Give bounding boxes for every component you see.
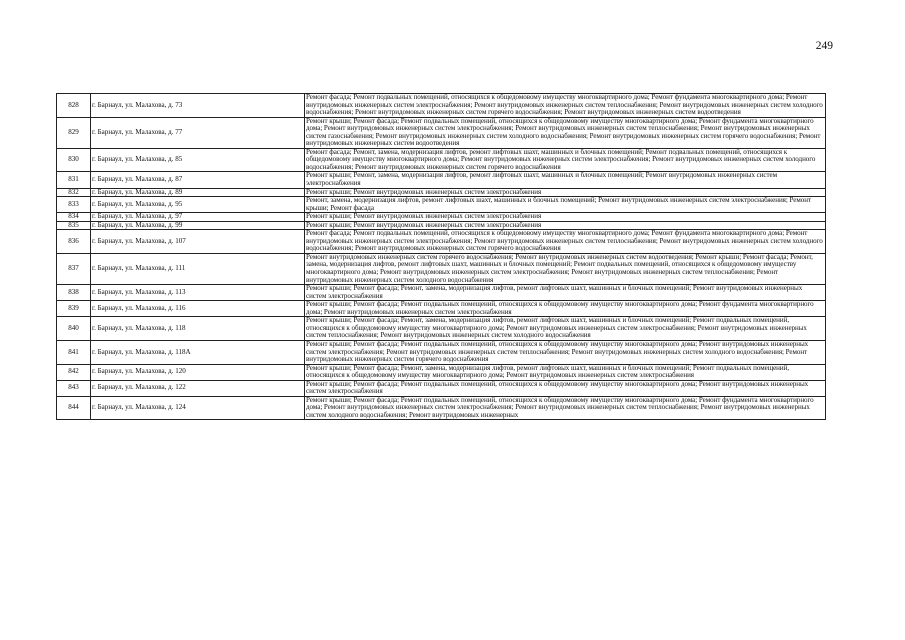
- building-address: г. Барнаул, ул. Малахова, д. 113: [91, 285, 305, 301]
- row-number: 841: [57, 340, 91, 364]
- table-row: [57, 317, 826, 341]
- building-address: г. Барнаул, ул. Малахова, д. 116: [91, 301, 305, 317]
- row-number: 839: [57, 301, 91, 317]
- table-row: [57, 172, 826, 188]
- row-number: 832: [57, 188, 91, 197]
- table-row: [57, 197, 826, 213]
- table-body: [57, 94, 826, 420]
- repair-works: Ремонт крыши; Ремонт фасада; Ремонт подвальных помещений, относящихся к общедомовому имуществу многоквартирного дома; Ремонт внутридомовых инженерных систем электроснабжения; Ремонт внутридомовых инженерных систем теплоснабжения; Ремонт внутридомовых инженерных систем холодного водоснабжения; Ремонт внутридомовых инженерных систем горячего водоснабжения: [305, 340, 826, 364]
- table-row: [57, 213, 826, 222]
- repair-works: Ремонт крыши; Ремонт фасада; Ремонт подвальных помещений, относящихся к общедомовому имуществу многоквартирного дома; Ремонт фундамента многоквартирного дома; Ремонт внутридомовых инженерных систем электроснабжения; Ремонт внутридомовых инженерных систем теплоснабжения; Ремонт внутридомовых инженерных систем газоснабжения; Ремонт внутридомовых инженерных систем холодного водоснабжения; Ремонт внутридомовых инженерных систем горячего водоснабжения; Ремонт внутридомовых инженерных систем водоотведения: [305, 117, 826, 148]
- building-address: г. Барнаул, ул. Малахова, д. 73: [91, 94, 305, 118]
- repair-works: Ремонт фасада; Ремонт подвальных помещений, относящихся к общедомовому имуществу многоквартирного дома; Ремонт фундамента многоквартирного дома; Ремонт внутридомовых инженерных систем электроснабжения; Ремонт внутридомовых инженерных систем теплоснабжения; Ремонт внутридомовых инженерных систем холодного водоснабжения; Ремонт внутридомовых инженерных систем горячего водоснабжения; Ремонт внутридомовых инженерных систем водоотведения: [305, 94, 826, 118]
- table-row: [57, 301, 826, 317]
- table-row: [57, 340, 826, 364]
- table-row: [57, 94, 826, 118]
- repair-works: Ремонт крыши; Ремонт фасада; Ремонт подвальных помещений, относящихся к общедомовому имуществу многоквартирного дома; Ремонт внутридомовых инженерных систем электроснабжения: [305, 380, 826, 396]
- row-number: 844: [57, 396, 91, 420]
- repair-works: Ремонт крыши; Ремонт фасада; Ремонт подвальных помещений, относящихся к общедомовому имуществу многоквартирного дома; Ремонт фундамента многоквартирного дома; Ремонт внутридомовых инженерных систем электроснабжения: [305, 301, 826, 317]
- building-address: г. Барнаул, ул. Малахова, д. 122: [91, 380, 305, 396]
- repair-works: Ремонт фасада; Ремонт, замена, модернизация лифтов, ремонт лифтовых шахт, машинных и блочных помещений; Ремонт подвальных помещений, относящихся к общедомовому имуществу многоквартирного дома; Ремонт внутридомовых инженерных систем электроснабжения; Ремонт внутридомовых инженерных систем холодного водоснабжения; Ремонт внутридомовых инженерных систем горячего водоснабжения: [305, 148, 826, 172]
- row-number: 831: [57, 172, 91, 188]
- repair-works: Ремонт фасада; Ремонт подвальных помещений, относящихся к общедомовому имуществу многоквартирного дома; Ремонт фундамента многоквартирного дома; Ремонт внутридомовых инженерных систем электроснабжения; Ремонт внутридомовых инженерных систем теплоснабжения; Ремонт внутридомовых инженерных систем холодного водоснабжения; Ремонт внутридомовых инженерных систем горячего водоснабжения: [305, 230, 826, 254]
- row-number: 840: [57, 317, 91, 341]
- building-address: г. Барнаул, ул. Малахова, д. 85: [91, 148, 305, 172]
- repair-works: Ремонт крыши; Ремонт, замена, модернизация лифтов, ремонт лифтовых шахт, машинных и блочных помещений; Ремонт внутридомовых инженерных систем электроснабжения: [305, 172, 826, 188]
- building-address: г. Барнаул, ул. Малахова, д. 118: [91, 317, 305, 341]
- row-number: 829: [57, 117, 91, 148]
- building-address: г. Барнаул, ул. Малахова, д. 111: [91, 253, 305, 284]
- table-row: [57, 396, 826, 420]
- table-row: [57, 364, 826, 380]
- repair-works: Ремонт крыши; Ремонт внутридомовых инженерных систем электроснабжения: [305, 221, 826, 230]
- building-address: г. Барнаул, ул. Малахова, д. 77: [91, 117, 305, 148]
- table-row: [57, 221, 826, 230]
- building-address: г. Барнаул, ул. Малахова, д. 87: [91, 172, 305, 188]
- row-number: 835: [57, 221, 91, 230]
- table-row: [57, 380, 826, 396]
- row-number: 836: [57, 230, 91, 254]
- building-address: г. Барнаул, ул. Малахова, д. 118А: [91, 340, 305, 364]
- row-number: 830: [57, 148, 91, 172]
- repair-works: Ремонт крыши; Ремонт фасада; Ремонт подвальных помещений, относящихся к общедомовому имуществу многоквартирного дома; Ремонт фундамента многоквартирного дома; Ремонт внутридомовых инженерных систем электроснабжения; Ремонт внутридомовых инженерных систем теплоснабжения; Ремонт внутридомовых инженерных систем холодного водоснабжения; Ремонт внутридомовых инженерных: [305, 396, 826, 420]
- table-row: [57, 188, 826, 197]
- building-address: г. Барнаул, ул. Малахова, д. 99: [91, 221, 305, 230]
- building-address: г. Барнаул, ул. Малахова, д. 107: [91, 230, 305, 254]
- row-number: 843: [57, 380, 91, 396]
- repair-works: Ремонт внутридомовых инженерных систем горячего водоснабжения; Ремонт внутридомовых инженерных систем водоотведения; Ремонт крыши; Ремонт фасада; Ремонт, замена, модернизация лифтов, ремонт лифтовых шахт, машинных и блочных помещений; Ремонт подвальных помещений, относящихся к общедомовому имуществу многоквартирного дома; Ремонт внутридомовых инженерных систем электроснабжения; Ремонт внутридомовых инженерных систем теплоснабжения; Ремонт внутридомовых инженерных систем холодного водоснабжения: [305, 253, 826, 284]
- table-row: [57, 253, 826, 284]
- building-address: г. Барнаул, ул. Малахова, д. 89: [91, 188, 305, 197]
- table-row: [57, 117, 826, 148]
- building-address: г. Барнаул, ул. Малахова, д. 120: [91, 364, 305, 380]
- repair-works: Ремонт, замена, модернизация лифтов, ремонт лифтовых шахт, машинных и блочных помещений; Ремонт внутридомовых инженерных систем электроснабжения; Ремонт крыши; Ремонт фасада: [305, 197, 826, 213]
- repair-works: Ремонт крыши; Ремонт фасада; Ремонт, замена, модернизация лифтов, ремонт лифтовых шахт, машинных и блочных помещений; Ремонт внутридомовых инженерных систем электроснабжения: [305, 285, 826, 301]
- table-row: [57, 285, 826, 301]
- repair-registry-table: [56, 93, 826, 420]
- row-number: 838: [57, 285, 91, 301]
- table-row: [57, 148, 826, 172]
- row-number: 833: [57, 197, 91, 213]
- page-number: 249: [815, 40, 833, 52]
- repair-works: Ремонт крыши; Ремонт фасада; Ремонт, замена, модернизация лифтов, ремонт лифтовых шахт, машинных и блочных помещений; Ремонт подвальных помещений, относящихся к общедомовому имуществу многоквартирного дома; Ремонт внутридомовых инженерных систем электроснабжения: [305, 364, 826, 380]
- table-row: [57, 230, 826, 254]
- repair-works: Ремонт крыши; Ремонт внутридомовых инженерных систем электроснабжения: [305, 188, 826, 197]
- row-number: 837: [57, 253, 91, 284]
- row-number: 842: [57, 364, 91, 380]
- repair-works: Ремонт крыши; Ремонт фасада; Ремонт, замена, модернизация лифтов, ремонт лифтовых шахт, машинных и блочных помещений; Ремонт подвальных помещений, относящихся к общедомовому имуществу многоквартирного дома; Ремонт внутридомовых инженерных систем электроснабжения; Ремонт внутридомовых инженерных систем теплоснабжения; Ремонт внутридомовых инженерных систем холодного водоснабжения: [305, 317, 826, 341]
- row-number: 834: [57, 213, 91, 222]
- repair-works: Ремонт крыши; Ремонт внутридомовых инженерных систем электроснабжения: [305, 213, 826, 222]
- building-address: г. Барнаул, ул. Малахова, д. 95: [91, 197, 305, 213]
- row-number: 828: [57, 94, 91, 118]
- building-address: г. Барнаул, ул. Малахова, д. 97: [91, 213, 305, 222]
- building-address: г. Барнаул, ул. Малахова, д. 124: [91, 396, 305, 420]
